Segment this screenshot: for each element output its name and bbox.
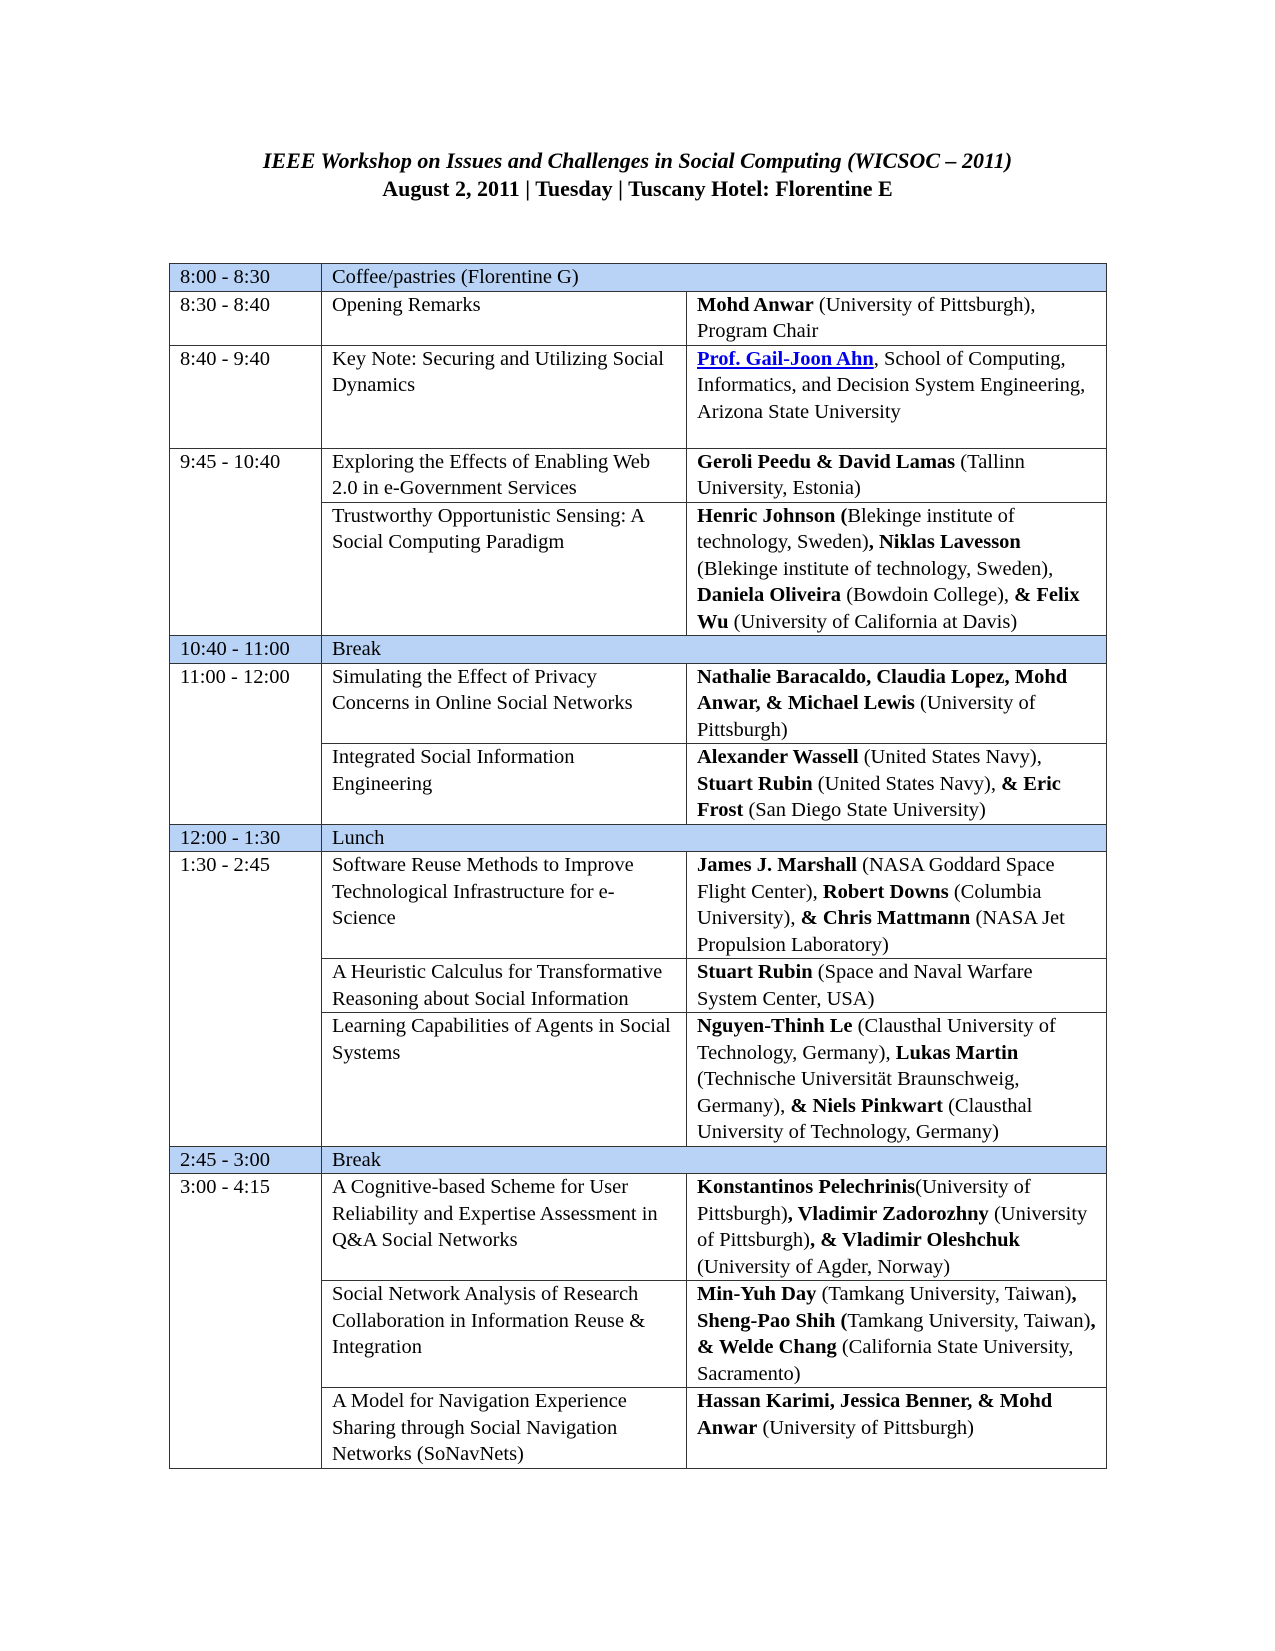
- schedule-table: [169, 263, 1107, 1469]
- author-name: Hassan Karimi, Jessica Benner, & Mohd Anwar: [697, 1390, 1053, 1439]
- talk-title: Learning Capabilities of Agents in Social Systems: [322, 1013, 687, 1147]
- talk-title: Integrated Social Information Engineering: [322, 744, 687, 825]
- author-name: Geroli Peedu & David Lamas: [697, 450, 956, 473]
- author-name: Robert Downs: [822, 880, 949, 903]
- talk-authors: [687, 959, 1107, 1013]
- author-affiliation: (University of California at Davis): [728, 610, 1018, 633]
- talk-authors: [687, 852, 1107, 959]
- author-name: , & Welde Chang: [697, 1309, 1096, 1358]
- time-cell: 11:00 - 12:00: [170, 663, 322, 824]
- author-affiliation: (Columbia University),: [697, 880, 1042, 929]
- author-name: Daniela Oliveira: [697, 584, 842, 606]
- author-affiliation: (Tamkang University, Taiwan): [816, 1283, 1072, 1305]
- schedule-row-session4-paper1: [170, 1174, 1107, 1281]
- author-affiliation: (University of Agder, Norway): [697, 1255, 951, 1278]
- talk-title: Simulating the Effect of Privacy Concerns in Online Social Networks: [322, 663, 687, 744]
- author-affiliation: (University of Pittsburgh): [697, 1202, 1088, 1251]
- talk-authors: [687, 448, 1107, 502]
- author-name: Min-Yuh Day: [697, 1283, 817, 1305]
- talk-authors: [687, 663, 1107, 744]
- author-name: Nathalie Baracaldo, Claudia Lopez, Mohd Anwar, & Michael Lewis: [697, 665, 1068, 714]
- time-cell: 10:40 - 11:00: [170, 636, 322, 664]
- keynote-speaker-link[interactable]: Prof. Gail-Joon Ahn: [697, 347, 874, 370]
- author-affiliation: (NASA Jet Propulsion Laboratory): [697, 907, 1065, 956]
- author-affiliation: (NASA Goddard Space Flight Center),: [697, 854, 1055, 903]
- author-affiliation: Blekinge institute of technology, Sweden): [697, 504, 1015, 553]
- session-label: Coffee/pastries (Florentine G): [322, 264, 1107, 292]
- author-affiliation: (Technische Universität Braunschweig, Germany),: [697, 1068, 1020, 1117]
- time-cell: 1:30 - 2:45: [170, 852, 322, 1147]
- author-name: Henric Johnson (: [697, 504, 848, 527]
- author-affiliation: (Clausthal University of Technology, Germany),: [697, 1015, 1056, 1064]
- talk-authors: [687, 1013, 1107, 1147]
- author-name: Mohd Anwar: [697, 293, 814, 316]
- author-affiliation: (University of Pittsburgh), Program Chair: [697, 293, 1036, 342]
- talk-title: A Heuristic Calculus for Transformative Reasoning about Social Information: [322, 959, 687, 1013]
- schedule-row-break2: [170, 1146, 1107, 1174]
- talk-title: Exploring the Effects of Enabling Web 2.0 in e-Government Services: [322, 448, 687, 502]
- author-affiliation: (Tallinn University, Estonia): [697, 450, 1025, 499]
- author-name: , & Vladimir Oleshchuk: [809, 1229, 1020, 1251]
- author-affiliation: (Space and Naval Warfare System Center, USA): [697, 961, 1033, 1010]
- author-affiliation: (University of Pittsburgh): [697, 1176, 1031, 1225]
- talk-authors: [687, 1174, 1107, 1281]
- time-cell: 12:00 - 1:30: [170, 824, 322, 852]
- talk-authors: [687, 1281, 1107, 1388]
- author-affiliation: (University of Pittsburgh): [697, 692, 1036, 741]
- time-cell: 8:00 - 8:30: [170, 264, 322, 292]
- time-cell: 9:45 - 10:40: [170, 448, 322, 636]
- author-affiliation: (University of Pittsburgh): [757, 1416, 974, 1439]
- author-name: James J. Marshall: [697, 854, 857, 876]
- author-name: , Niklas Lavesson: [868, 531, 1021, 553]
- talk-authors: [687, 1388, 1107, 1469]
- schedule-row-lunch: [170, 824, 1107, 852]
- schedule-row-opening: [170, 291, 1107, 345]
- time-cell: 3:00 - 4:15: [170, 1174, 322, 1469]
- session-label: Break: [322, 636, 1107, 664]
- author-name: Stuart Rubin: [697, 961, 813, 983]
- talk-title: Software Reuse Methods to Improve Technological Infrastructure for e-Science: [322, 852, 687, 959]
- author-affiliation: (Clausthal University of Technology, Germany): [697, 1094, 1033, 1143]
- session-label: Lunch: [322, 824, 1107, 852]
- schedule-row-session3-paper1: [170, 852, 1107, 959]
- author-name: Nguyen-Thinh Le: [697, 1015, 853, 1037]
- workshop-title: IEEE Workshop on Issues and Challenges in Social Computing (WICSOC – 2011): [262, 148, 1013, 173]
- author-name: & Chris Mattmann: [800, 907, 971, 929]
- talk-authors: [687, 291, 1107, 345]
- time-cell: 8:40 - 9:40: [170, 345, 322, 448]
- talk-title: Key Note: Securing and Utilizing Social Dynamics: [322, 345, 687, 448]
- author-affiliation: (San Diego State University): [743, 799, 986, 821]
- author-affiliation: (California State University, Sacramento): [697, 1336, 1074, 1385]
- talk-title: Social Network Analysis of Research Collaboration in Information Reuse & Integration: [322, 1281, 687, 1388]
- schedule-row-keynote: [170, 345, 1107, 448]
- session-label: Break: [322, 1146, 1107, 1174]
- schedule-row-coffee: [170, 264, 1107, 292]
- author-affiliation: (United States Navy),: [812, 772, 1002, 795]
- time-cell: 8:30 - 8:40: [170, 291, 322, 345]
- author-name: , Sheng-Pao Shih (: [697, 1283, 1077, 1332]
- schedule-row-break1: [170, 636, 1107, 664]
- talk-authors: [687, 744, 1107, 825]
- talk-title: A Model for Navigation Experience Sharing through Social Navigation Networks (SoNavNets): [322, 1388, 687, 1469]
- author-affiliation: (United States Navy),: [858, 746, 1042, 768]
- author-affiliation: (Blekinge institute of technology, Sweden),: [697, 557, 1054, 580]
- talk-title: Trustworthy Opportunistic Sensing: A Social Computing Paradigm: [322, 502, 687, 636]
- author-name: , Vladimir Zadorozhny: [787, 1202, 989, 1225]
- schedule-row-session1-paper1: [170, 448, 1107, 502]
- author-name: Alexander Wassell: [697, 746, 859, 768]
- time-cell: 2:45 - 3:00: [170, 1146, 322, 1174]
- document-header: [0, 147, 1275, 203]
- talk-authors: [687, 345, 1107, 448]
- workshop-date-venue: August 2, 2011 | Tuesday | Tuscany Hotel: Florentine E: [382, 176, 893, 201]
- talk-title: Opening Remarks: [322, 291, 687, 345]
- author-affiliation: (Bowdoin College),: [841, 584, 1015, 606]
- author-name: & Niels Pinkwart: [790, 1094, 943, 1117]
- author-affiliation: Tamkang University, Taiwan): [847, 1309, 1091, 1332]
- author-name: & Felix Wu: [697, 584, 1080, 633]
- author-name: Stuart Rubin: [697, 772, 813, 795]
- talk-authors: [687, 502, 1107, 636]
- talk-title: A Cognitive-based Scheme for User Reliability and Expertise Assessment in Q&A Social Networks: [322, 1174, 687, 1281]
- speaker-affiliation: , School of Computing, Informatics, and Decision System Engineering, Arizona State University: [697, 347, 1086, 423]
- author-name: & Eric Frost: [697, 772, 1061, 821]
- author-name: Konstantinos Pelechrinis: [697, 1176, 916, 1198]
- author-name: Lukas Martin: [895, 1041, 1019, 1064]
- schedule-row-session2-paper1: [170, 663, 1107, 744]
